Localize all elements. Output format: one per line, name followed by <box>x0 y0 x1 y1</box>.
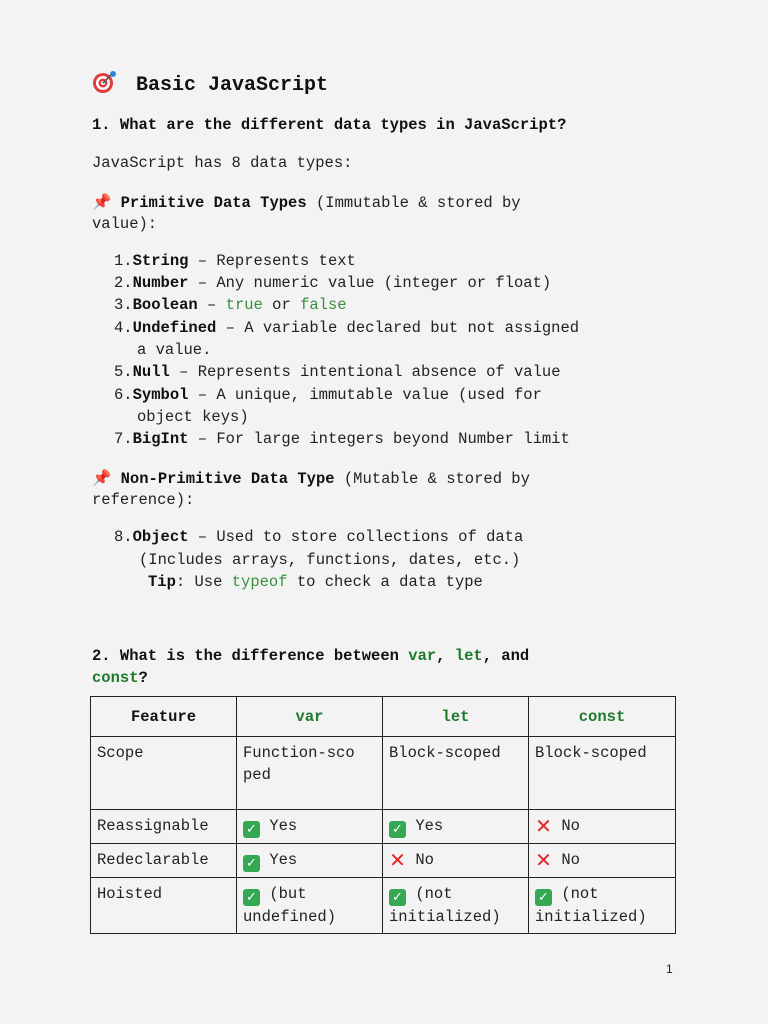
list-item: 2.Number – Any numeric value (integer or float) <box>114 274 552 292</box>
check-icon: ✓ <box>243 889 260 906</box>
target-icon <box>92 70 116 94</box>
list-item-cont: object keys) <box>137 408 249 426</box>
page-title <box>92 70 328 97</box>
cell-var: ✓ (but undefined) <box>237 878 383 934</box>
question-2-heading: 2. What is the difference between var, let, and <box>92 647 530 665</box>
list-item: 7.BigInt – For large integers beyond Number limit <box>114 430 570 448</box>
list-item: 4.Undefined – A variable declared but not assigned <box>114 319 580 337</box>
cell-var: ✓ Yes <box>237 810 383 844</box>
cell-feature: Scope <box>91 737 237 810</box>
check-icon: ✓ <box>535 889 552 906</box>
nonprimitive-note: (Mutable & stored by <box>343 470 530 488</box>
check-icon: ✓ <box>389 821 406 838</box>
primitive-note-cont: value): <box>92 215 158 233</box>
primitive-heading <box>92 191 521 214</box>
cell-feature: Hoisted <box>91 878 237 934</box>
cross-icon: ✕ <box>389 848 406 872</box>
list-item: 5.Null – Represents intentional absence of value <box>114 363 561 381</box>
header-var: var <box>237 697 383 737</box>
cell-let: ✓ (not initialized) <box>383 878 529 934</box>
nonprimitive-heading <box>92 467 530 490</box>
typeof-code: typeof <box>231 573 288 591</box>
list-item: 1.String – Represents text <box>114 252 356 270</box>
question-1-heading: 1. What are the different data types in JavaScript? <box>92 116 567 134</box>
list-item: 3.Boolean – true or false <box>114 296 347 314</box>
comparison-table <box>90 696 676 934</box>
header-feature: Feature <box>91 697 237 737</box>
nonprimitive-label: Non-Primitive Data Type <box>120 470 335 488</box>
pushpin-icon: 📌 <box>92 469 112 487</box>
list-item-cont: (Includes arrays, functions, dates, etc.) <box>139 551 521 569</box>
table-row <box>91 844 676 878</box>
cell-var: ✓ Yes <box>237 844 383 878</box>
check-icon: ✓ <box>389 889 406 906</box>
cross-icon: ✕ <box>535 848 552 872</box>
check-icon: ✓ <box>243 855 260 872</box>
cell-const: ✕ No <box>529 844 676 878</box>
cell-const: ✓ (not initialized) <box>529 878 676 934</box>
list-item-cont: a value. <box>137 341 212 359</box>
primitive-label: Primitive Data Types <box>120 194 307 212</box>
nonprimitive-note-cont: reference): <box>92 491 195 509</box>
cell-const: ✕ No <box>529 810 676 844</box>
table-row <box>91 878 676 934</box>
intro-text: JavaScript has 8 data types: <box>92 154 353 172</box>
cell-let: Block-scoped <box>383 737 529 810</box>
primitive-note: (Immutable & stored by <box>315 194 521 212</box>
header-const: const <box>529 697 676 737</box>
cell-const: Block-scoped <box>529 737 676 810</box>
title-text: Basic JavaScript <box>136 74 329 97</box>
page-number: 1 <box>666 962 673 976</box>
tip-line: Tip: Use typeof to check a data type <box>148 573 483 591</box>
cross-icon: ✕ <box>535 814 552 838</box>
question-2-heading-cont: const? <box>92 669 148 687</box>
check-icon: ✓ <box>243 821 260 838</box>
table-row <box>91 810 676 844</box>
list-item: 6.Symbol – A unique, immutable value (used for <box>114 386 542 404</box>
cell-let: ✓ Yes <box>383 810 529 844</box>
cell-var: Function-sco ped <box>237 737 383 810</box>
header-let: let <box>383 697 529 737</box>
cell-let: ✕ No <box>383 844 529 878</box>
tip-label: Tip <box>148 573 176 591</box>
table-row <box>91 737 676 810</box>
pushpin-icon: 📌 <box>92 193 112 211</box>
cell-feature: Reassignable <box>91 810 237 844</box>
cell-feature: Redeclarable <box>91 844 237 878</box>
list-item: 8.Object – Used to store collections of data <box>114 528 524 546</box>
table-header-row <box>91 697 676 737</box>
